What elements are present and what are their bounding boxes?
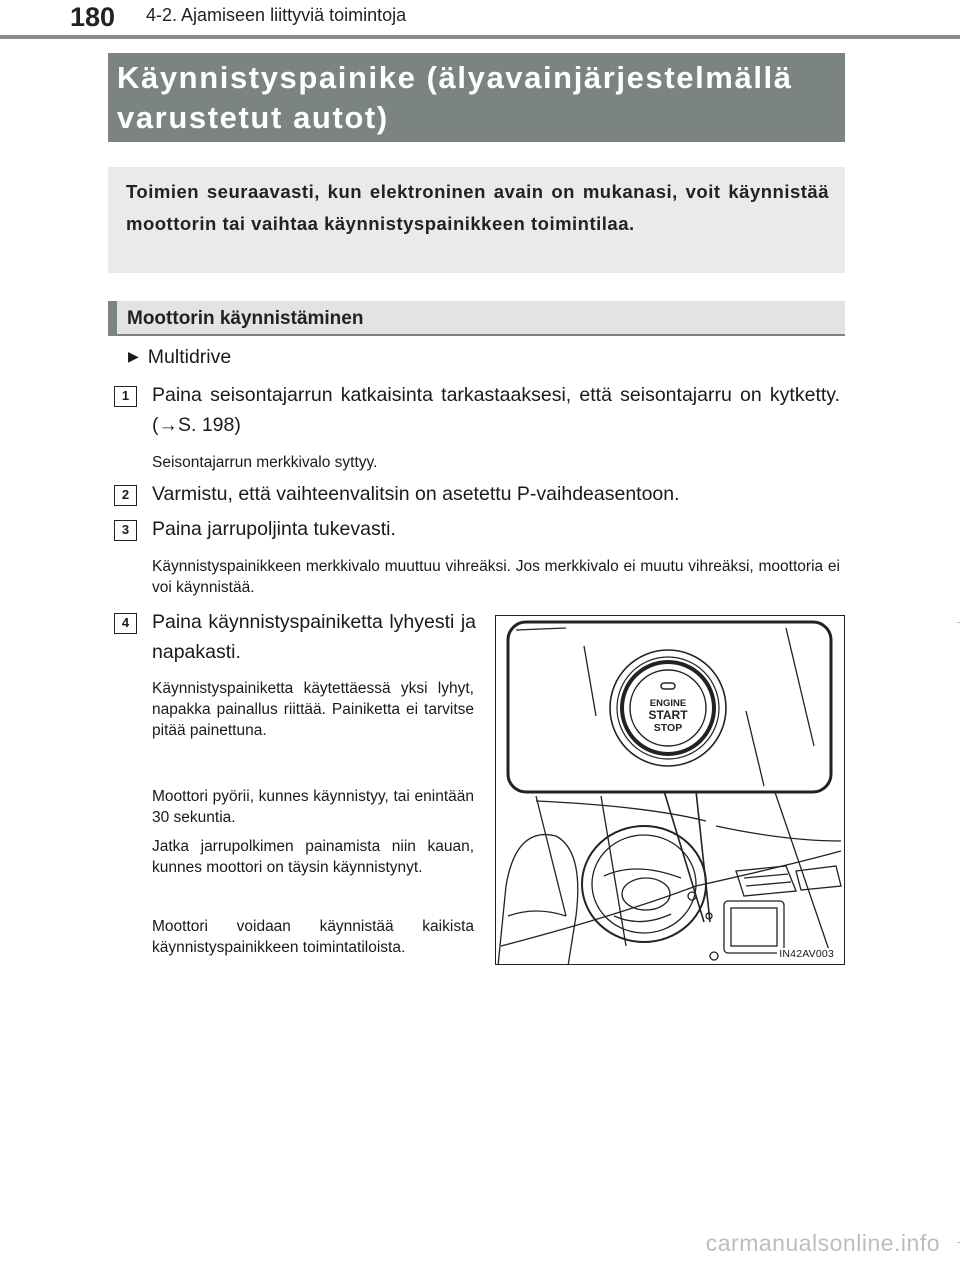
step-4-note-1: Käynnistyspainiketta käytettäessä yksi lyhyt, napakka painallus riittää. Painiketta ei tarvitse pitää painettuna.: [152, 680, 474, 739]
dashboard-drawing: [496, 616, 845, 965]
running-title: 4-2. Ajamiseen liittyviä toimintoja: [146, 5, 407, 25]
step-4-note-3: Jatka jarrupolkimen painamista niin kauan, kunnes moottori on täysin käynnistynyt.: [152, 838, 474, 876]
figure-code: IN42AV003: [779, 948, 834, 960]
step-number-3: 3: [114, 520, 137, 541]
step-1-text: Paina seisontajarrun katkaisinta tarkastaaksesi, että seisontajarru on kytketty. (→S. 198): [152, 384, 840, 436]
subsection-heading: Moottorin käynnistäminen: [108, 301, 845, 336]
step-1-note: Seisontajarrun merkkivalo syttyy.: [152, 454, 378, 471]
section-title-line-2: varustetut autot): [117, 100, 389, 135]
step-number-4: 4: [114, 613, 137, 634]
triangle-marker-icon: ▶: [128, 348, 139, 364]
transmission-label: Multidrive: [147, 346, 232, 368]
intro-box: [108, 167, 845, 273]
step-4-note-4: Moottori voidaan käynnistää kaikista käynnistyspainikkeen toimintatiloista.: [152, 918, 474, 956]
section-title-line-1: Käynnistyspainike (älyavainjärjestelmällä: [117, 60, 793, 95]
step-2-text: Varmistu, että vaihteenvalitsin on asetettu P-vaihdeasentoon.: [152, 483, 680, 505]
button-label-engine: ENGINE: [649, 698, 687, 709]
step-4-note-2: Moottori pyörii, kunnes käynnistyy, tai enintään 30 sekuntia.: [152, 788, 474, 826]
step-3-note: Käynnistyspainikkeen merkkivalo muuttuu vihreäksi. Jos merkkivalo ei muutu vihreäksi, moottoria ei voi käynnistää.: [152, 558, 840, 596]
step-number-2: 2: [114, 485, 137, 506]
button-label-stop: STOP: [653, 722, 683, 734]
section-title: [108, 53, 845, 142]
header-rule: [0, 35, 960, 39]
button-label-start: START: [648, 708, 688, 722]
page-number: 180: [70, 2, 116, 32]
step-number-1: 1: [114, 386, 137, 407]
watermark: carmanualsonline.info: [705, 1230, 940, 1256]
intro-text: Toimien seuraavasti, kun elektroninen avain on mukanasi, voit käynnistää moottorin tai vaihtaa käynnistyspainikkeen toimintilaa.: [126, 181, 829, 234]
transmission-subheading: [128, 346, 231, 369]
step-4-text: Paina käynnistyspainiketta lyhyesti ja napakasti.: [152, 611, 476, 663]
engine-start-illustration: [495, 615, 845, 965]
step-3-text: Paina jarrupoljinta tukevasti.: [152, 518, 396, 540]
